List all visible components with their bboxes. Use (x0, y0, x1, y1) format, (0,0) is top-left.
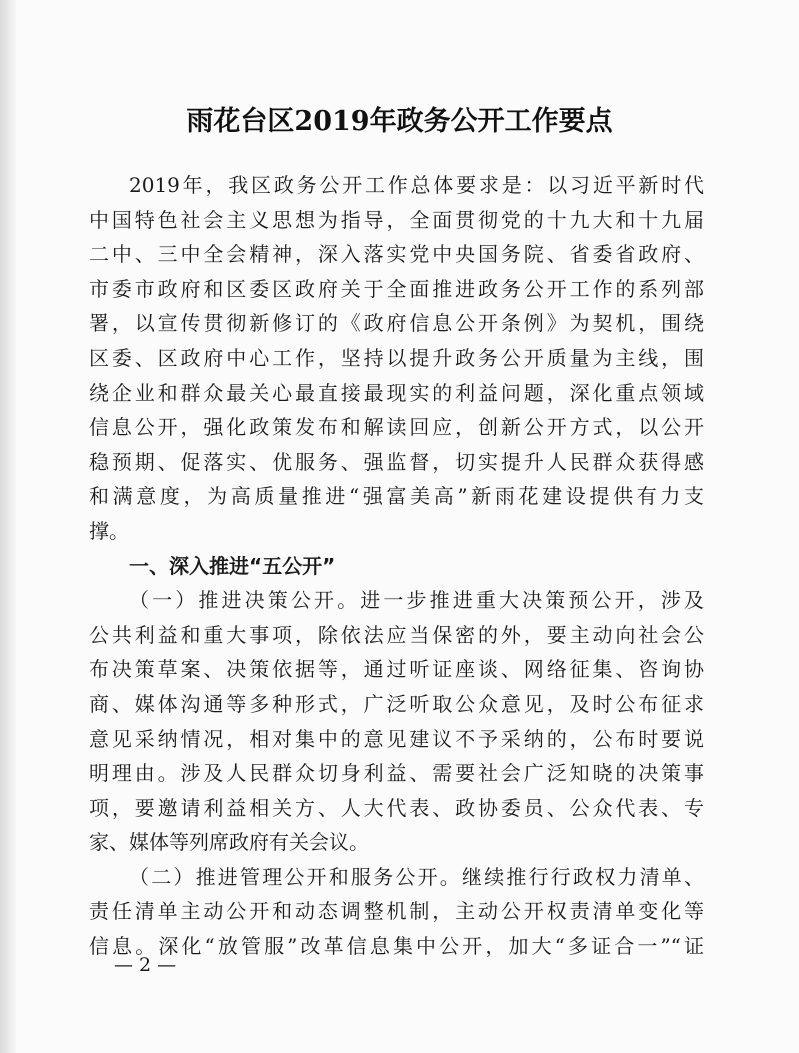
paragraph-line: （一）推进决策公开。进一步推进重大决策预公开，涉及 (129, 588, 704, 613)
paragraph-line: 明理由。涉及人民群众切身利益、需要社会广泛知晓的决策事 (89, 761, 704, 786)
paragraph-line: 家、媒体等列席政府有关会议。 (89, 830, 369, 855)
paragraph-line: 中国特色社会主义思想为指导，全面贯彻党的十九大和十九届 (89, 207, 704, 232)
paragraph-line: 责任清单主动公开和动态调整机制，主动公开权责清单变化等 (89, 899, 704, 924)
paragraph-line: （二）推进管理公开和服务公开。继续推行行政权力清单、 (129, 864, 704, 889)
paragraph-line: 和满意度，为高质量推进“强富美高”新雨花建设提供有力支 (89, 484, 704, 509)
paragraph-line: 项，要邀请利益相关方、人大代表、政协委员、公众代表、专 (89, 795, 704, 820)
section-heading: 一、深入推进“五公开” (129, 553, 336, 578)
paragraph-line: 信息公开，强化政策发布和解读回应，创新公开方式，以公开 (89, 415, 704, 440)
paragraph-line: 二中、三中全会精神，深入落实党中央国务院、省委省政府、 (89, 242, 704, 267)
page-edge-shadow (0, 0, 16, 1053)
paragraph-line: 稳预期、促落实、优服务、强监督，切实提升人民群众获得感 (89, 449, 704, 474)
paragraph-line: 绕企业和群众最关心最直接最现实的利益问题，深化重点领域 (89, 380, 704, 405)
paragraph-line: 信息。深化“放管服”改革信息集中公开，加大“多证合一”“证 (89, 934, 704, 959)
paragraph-line: 撑。 (89, 518, 129, 543)
paragraph-line: 公共利益和重大事项，除依法应当保密的外，要主动向社会公 (89, 622, 704, 647)
paragraph-line: 意见采纳情况，相对集中的意见建议不予采纳的，公布时要说 (89, 726, 704, 751)
page-number: — 2 — (114, 954, 177, 976)
paragraph-line: 市委市政府和区委区政府关于全面推进政务公开工作的系列部 (89, 276, 704, 301)
document-body (89, 168, 704, 964)
paragraph-line: 2019年，我区政务公开工作总体要求是：以习近平新时代 (129, 173, 704, 197)
paragraph-line: 署，以宣传贯彻新修订的《政府信息公开条例》为契机，围绕 (89, 311, 704, 336)
paragraph-line: 布决策草案、决策依据等，通过听证座谈、网络征集、咨询协 (89, 657, 704, 682)
document-title: 雨花台区2019年政务公开工作要点 (186, 106, 613, 137)
paragraph-line: 区委、区政府中心工作，坚持以提升政务公开质量为主线，围 (89, 345, 704, 370)
paragraph-line: 商、媒体沟通等多种形式，广泛听取公众意见，及时公布征求 (89, 691, 704, 716)
